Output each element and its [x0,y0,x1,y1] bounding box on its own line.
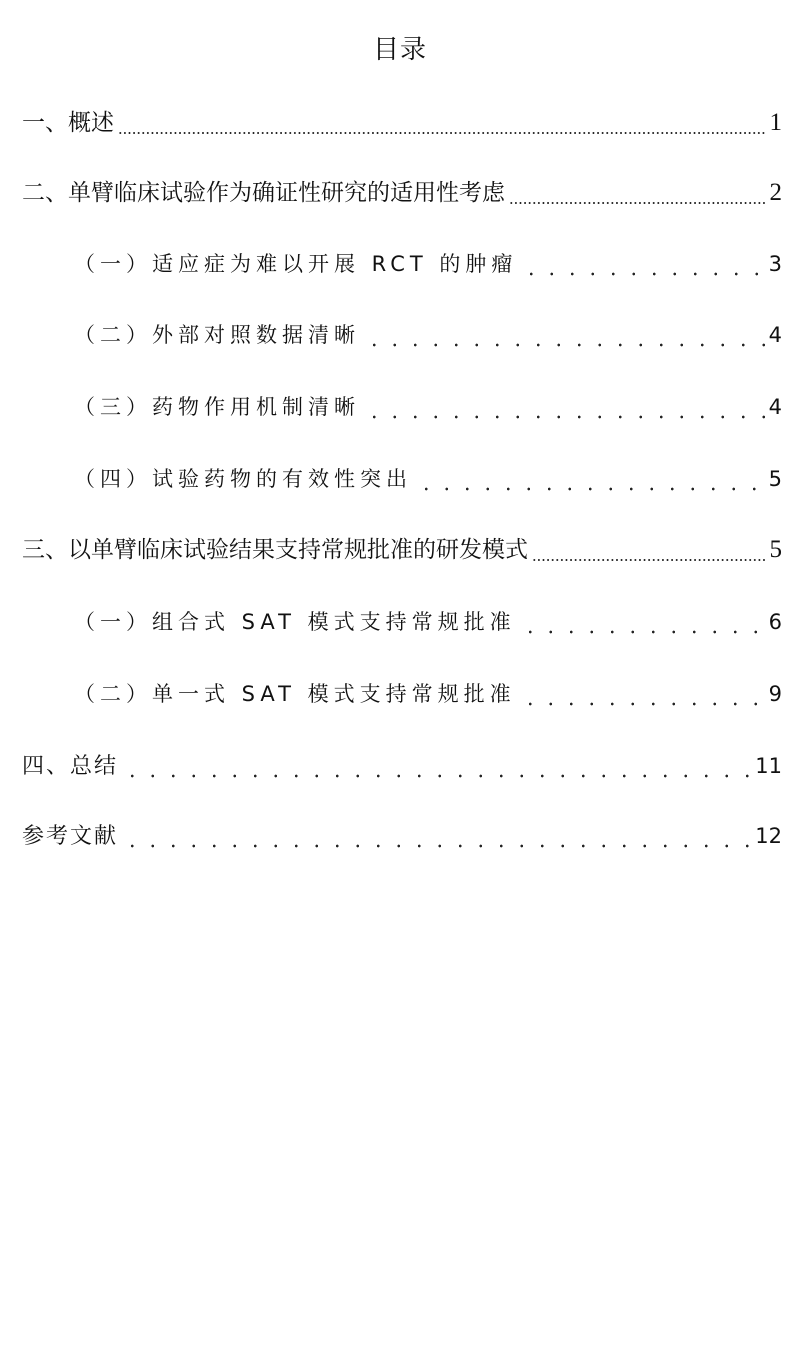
toc-entry-label: （三）药物作用机制清晰 [74,395,360,419]
toc-page-number: 5 [769,536,782,563]
toc-page-number: 11 [755,754,782,778]
toc-entry-label: （四）试验药物的有效性突出 [74,467,412,491]
toc-entry-summary[interactable] [22,746,782,786]
dot-leader [416,487,765,491]
toc-entry-efficacy[interactable] [74,459,782,499]
dot-leader [521,272,764,276]
toc-entry-label: （一）适应症为难以开展 RCT 的肿瘤 [74,252,518,276]
toc-page-number: 6 [768,610,782,634]
toc-page-number: 4 [768,323,782,347]
dot-leader [509,201,766,205]
toc-title: 目录 [372,35,427,65]
toc-entry-label: 参考文献 [22,824,119,849]
dot-leader [520,702,765,706]
toc-page-number: 1 [769,109,782,136]
toc-entry-rct-tumor[interactable] [74,244,782,284]
dot-leader [122,844,751,848]
toc-entry-development-model[interactable] [22,530,782,570]
toc-entry-applicability[interactable] [22,173,782,213]
toc-entry-label: 三、以单臂临床试验结果支持常规批准的研发模式 [22,537,528,563]
toc-entry-mechanism[interactable] [74,387,782,427]
toc-page-number: 2 [769,179,782,206]
toc-entry-label: （二）单一式 SAT 模式支持常规批准 [74,682,516,706]
toc-entry-label: （一）组合式 SAT 模式支持常规批准 [74,610,516,634]
toc-page-number: 5 [768,467,782,491]
toc-entry-label: 四、总结 [22,754,119,779]
toc-entry-external-control[interactable] [74,315,782,355]
dot-leader [364,415,765,419]
toc-entry-label: 二、单臂临床试验作为确证性研究的适用性考虑 [22,180,505,206]
dot-leader [122,774,751,778]
dot-leader [364,343,765,347]
toc-entry-label: （二）外部对照数据清晰 [74,323,360,347]
toc-page-number: 4 [768,395,782,419]
toc-entry-label: 一、概述 [22,110,114,136]
toc-page-number: 9 [768,682,782,706]
dot-leader [520,630,765,634]
toc-page-number: 3 [768,252,782,276]
dot-leader [532,558,766,562]
dot-leader [118,131,766,135]
toc-entry-references[interactable] [22,816,782,856]
toc-entry-single-sat[interactable] [74,674,782,714]
toc-page-number: 12 [755,824,782,848]
toc-entry-overview[interactable] [22,103,782,143]
toc-entry-combined-sat[interactable] [74,602,782,642]
